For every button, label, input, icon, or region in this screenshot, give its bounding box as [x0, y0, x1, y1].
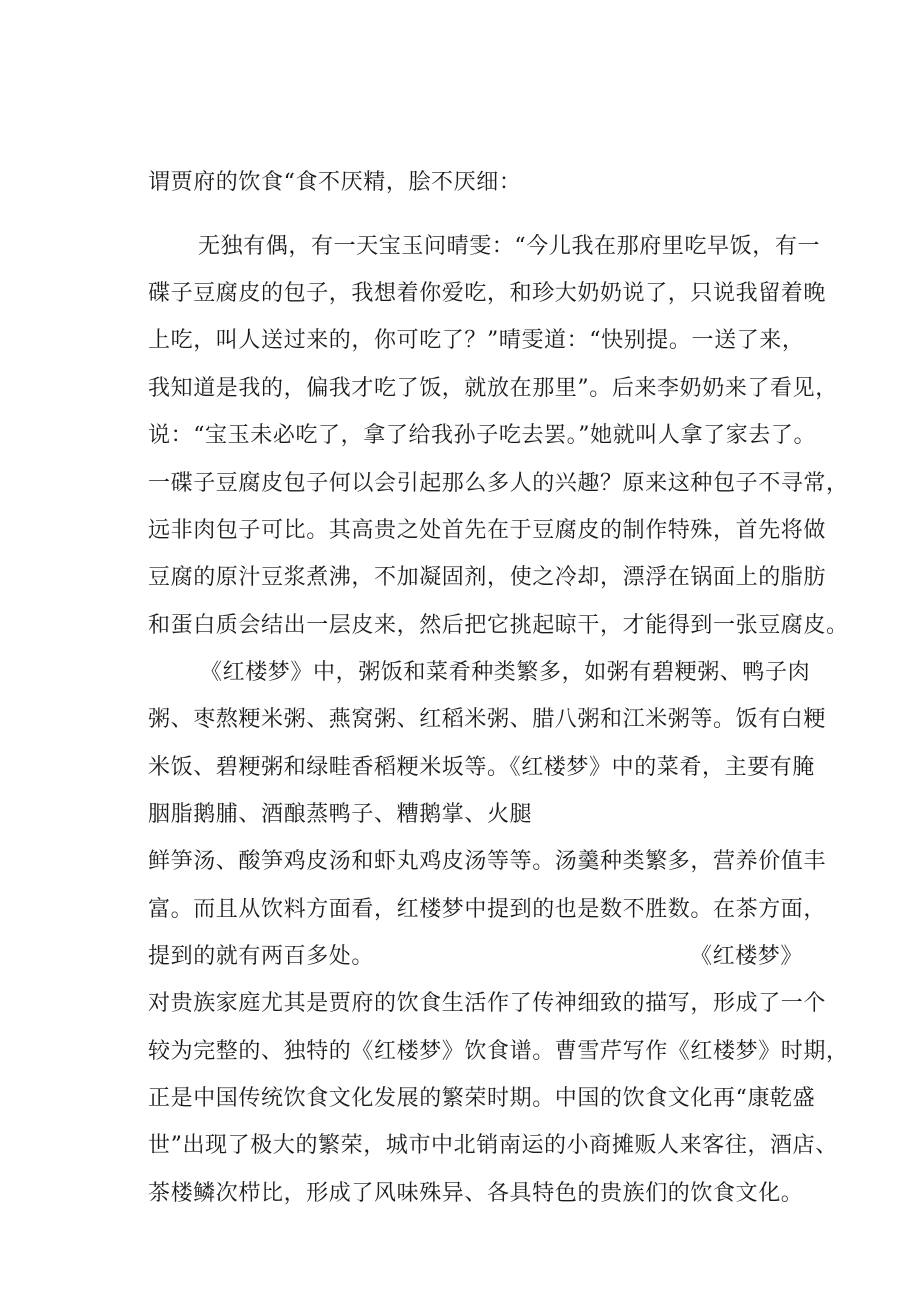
text-line: 和蛋白质会结出一层皮来，然后把它挑起晾干，才能得到一张豆腐皮。 [148, 613, 849, 638]
text-line: 正是中国传统饮食文化发展的繁荣时期。中国的饮食文化再“康乾盛 [148, 1086, 816, 1111]
text-line: 谓贾府的饮食“食不厌精，脍不厌细： [148, 170, 522, 195]
text-line: 提到的就有两百多处。 [148, 944, 375, 969]
text-line: 茶楼鳞次栉比，形成了风味殊异、各具特色的贵族们的饮食文化。 [148, 1181, 804, 1206]
text-line: 较为完整的、独特的《红楼梦》饮食谱。曹雪芹写作《红楼梦》时期， [148, 1039, 849, 1064]
text-line: 我知道是我的，偏我才吃了饭，就放在那里”。后来李奶奶来了看见， [148, 376, 838, 401]
text-line: 对贵族家庭尤其是贾府的饮食生活作了传神细致的描写，形成了一个 [148, 991, 827, 1016]
text-line: 豆腐的原汁豆浆煮沸，不加凝固剂，使之冷却，漂浮在锅面上的脂肪 [148, 565, 827, 590]
text-line: 鲜笋汤、酸笋鸡皮汤和虾丸鸡皮汤等等。汤羹种类繁多，营养价值丰 [148, 849, 827, 874]
text-line: 一碟子豆腐皮包子何以会引起那么多人的兴趣？原来这种包子不寻常， [148, 471, 849, 496]
text-line: 《红楼梦》 [690, 944, 804, 969]
text-line: 胭脂鹅脯、酒酿蒸鸭子、糟鹅掌、火腿 [148, 802, 533, 827]
text-line: 《红楼梦》中，粥饭和菜肴种类繁多，如粥有碧粳粥、鸭子肉 [200, 660, 811, 685]
text-line: 说：“宝玉未必吃了，拿了给我孙子吃去罢。”她就叫人拿了家去了。 [148, 423, 817, 448]
text-line: 上吃，叫人送过来的，你可吃了？”晴雯道：“快别提。一送了来， [148, 328, 805, 353]
text-line: 碟子豆腐皮的包子，我想着你爱吃，和珍大奶奶说了，只说我留着晚 [148, 281, 827, 306]
text-line: 米饭、碧粳粥和绿畦香稻粳米坂等。《红楼梦》中的菜肴，主要有腌 [148, 755, 816, 780]
text-line: 远非肉包子可比。其高贵之处首先在于豆腐皮的制作特殊，首先将做 [148, 518, 827, 543]
text-line: 无独有偶，有一天宝玉问晴雯：“今儿我在那府里吃早饭，有一 [198, 234, 821, 259]
text-line: 世”出现了极大的繁荣，城市中北销南运的小商摊贩人来客往，酒店、 [148, 1133, 838, 1158]
text-line: 富。而且从饮料方面看，红楼梦中提到的也是数不胜数。在茶方面， [148, 897, 827, 922]
text-line: 粥、枣熬粳米粥、燕窝粥、红稻米粥、腊八粥和江米粥等。饭有白粳 [148, 707, 827, 732]
